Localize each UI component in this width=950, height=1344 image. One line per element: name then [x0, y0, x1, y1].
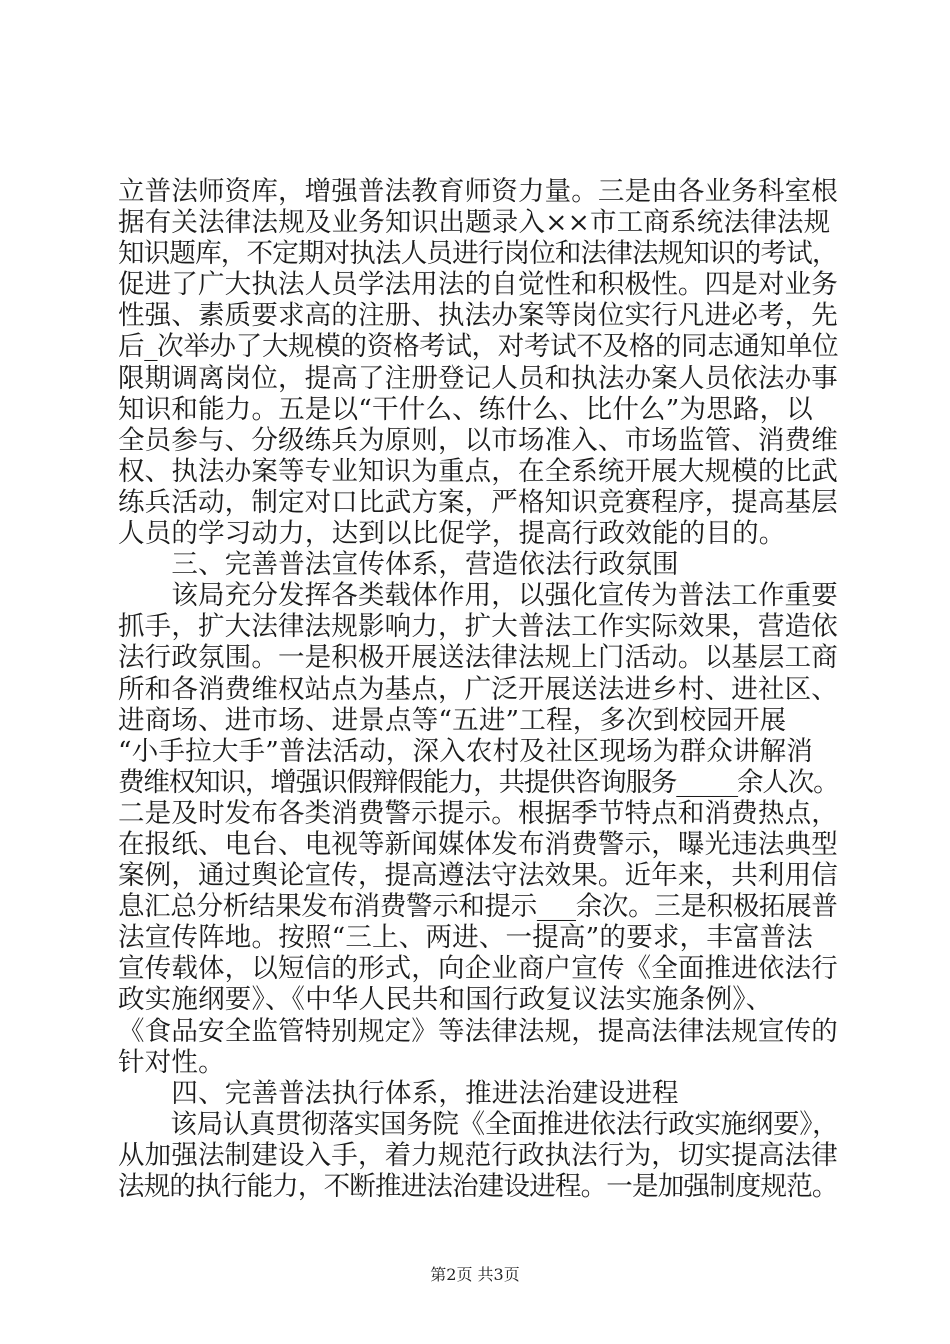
- text-line: 促进了广大执法人员学法用法的自觉性和积极性。四是对业务: [118, 269, 838, 301]
- text-line: 《食品安全监管特别规定》等法律法规，提高法律法规宣传的: [118, 1015, 838, 1047]
- text-line: 法行政氛围。一是积极开展送法律法规上门活动。以基层工商: [118, 642, 838, 674]
- text-line: 从加强法制建设入手，着力规范行政执法行为，切实提高法律: [118, 1139, 838, 1171]
- page-footer: 第2页 共3页: [430, 1265, 520, 1284]
- text-line: 性强、素质要求高的注册、执法办案等岗位实行凡进必考，先: [118, 300, 838, 332]
- text-line: 四、完善普法执行体系，推进法治建设进程: [118, 1077, 679, 1109]
- text-line: 人员的学习动力，达到以比促学，提高行政效能的目的。: [118, 518, 786, 550]
- text-line: 针对性。: [118, 1046, 225, 1078]
- text-line: 息汇总分析结果发布消费警示和提示___余次。三是积极拓展普: [118, 891, 838, 923]
- text-line: 立普法师资库，增强普法教育师资力量。三是由各业务科室根: [118, 176, 838, 207]
- text-line: 进商场、进市场、进景点等“五进”工程，多次到校园开展: [118, 704, 787, 736]
- text-line: 限期调离岗位，提高了注册登记人员和执法办案人员依法办事: [118, 362, 838, 394]
- text-line: 练兵活动，制定对口比武方案，严格知识竞赛程序，提高基层: [118, 486, 838, 518]
- text-line: 后_次举办了大规模的资格考试，对考试不及格的同志通知单位: [118, 331, 839, 363]
- text-line: 三、完善普法宣传体系，营造依法行政氛围: [118, 549, 679, 581]
- text-line: 权、执法办案等专业知识为重点，在全系统开展大规模的比武: [118, 455, 838, 487]
- document-body: [118, 176, 838, 1202]
- text-line: “小手拉大手”普法活动，深入农村及社区现场为群众讲解消: [118, 735, 813, 767]
- text-line: 知识题库，不定期对执法人员进行岗位和法律法规知识的考试，: [118, 238, 838, 270]
- text-line: 案例，通过舆论宣传，提高遵法守法效果。近年来，共利用信: [118, 860, 838, 892]
- text-line: 法宣传阵地。按照“三上、两进、一提高”的要求，丰富普法: [118, 922, 813, 954]
- text-line: 该局充分发挥各类载体作用，以强化宣传为普法工作重要: [118, 580, 838, 612]
- text-line: 二是及时发布各类消费警示提示。根据季节特点和消费热点，: [118, 797, 838, 829]
- text-line: 法规的执行能力，不断推进法治建设进程。一是加强制度规范。: [118, 1171, 838, 1202]
- text-line: 抓手，扩大法律法规影响力，扩大普法工作实际效果，营造依: [118, 611, 838, 643]
- text-line: 该局认真贯彻落实国务院《全面推进依法行政实施纲要》，: [118, 1108, 839, 1140]
- text-line: 据有关法律法规及业务知识出题录入××市工商系统法律法规: [118, 207, 831, 239]
- text-line: 所和各消费维权站点为基点，广泛开展送法进乡村、进社区、: [118, 673, 838, 705]
- text-line: 在报纸、电台、电视等新闻媒体发布消费警示，曝光违法典型: [118, 828, 838, 860]
- text-line: 全员参与、分级练兵为原则，以市场准入、市场监管、消费维: [118, 424, 838, 456]
- text-line: 宣传载体，以短信的形式，向企业商户宣传《全面推进依法行: [118, 953, 838, 985]
- text-line: 政实施纲要》、《中华人民共和国行政复议法实施条例》、: [118, 984, 773, 1016]
- text-line: 费维权知识，增强识假辩假能力，共提供咨询服务_____余人次。: [118, 766, 839, 798]
- text-line: 知识和能力。五是以“干什么、练什么、比什么”为思路，以: [118, 393, 813, 425]
